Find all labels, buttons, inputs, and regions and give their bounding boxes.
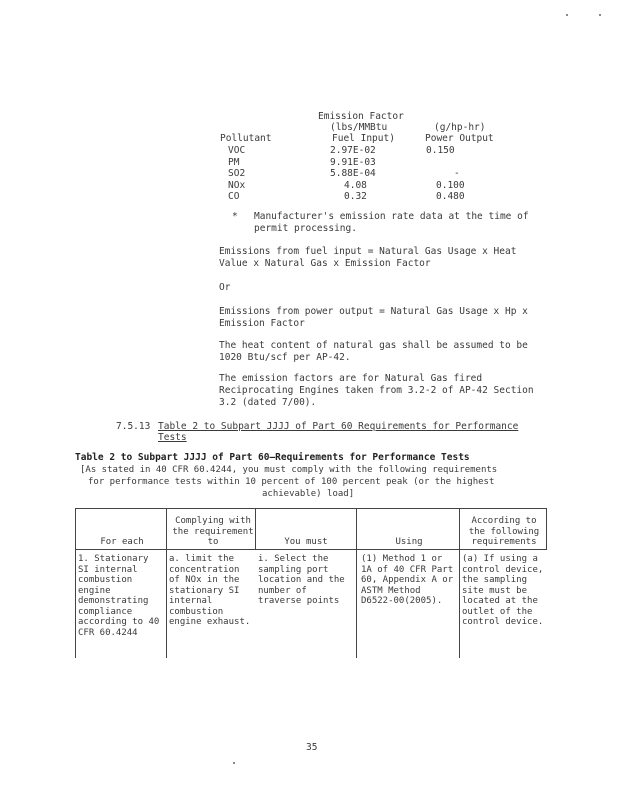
cell-you-must: i. Select the sampling port location and the number of traverse points [258, 554, 345, 606]
table-divider [459, 508, 460, 658]
cell-complying: a. limit the concentration of NOx in the stationary SI internal combustion engine exhaust. [169, 554, 251, 627]
emission-table-header-output-2: Power Output [425, 133, 494, 144]
emission-row-so2 [218, 168, 528, 180]
requirements-table [75, 508, 547, 658]
header-according: According to the following requirements [468, 516, 540, 547]
emission-row-co [218, 191, 528, 203]
scan-speck [233, 762, 235, 764]
output-cell: 0.480 [436, 191, 465, 202]
note-text: Manufacturer's emission rate data at the time of permit processing. [254, 211, 529, 234]
factor-cell: 0.32 [344, 191, 367, 202]
factors-source-text: The emission factors are for Natural Gas fired Reciprocating Engines taken from 3.2-2 of AP-42 Section 3.2 (dated 7/00). [219, 373, 534, 408]
factor-cell: 9.91E-03 [330, 157, 376, 168]
output-cell: 0.100 [436, 180, 465, 191]
header-complying: Complying with the requirement to [172, 516, 254, 547]
cell-according: (a) If using a control device, the sampling site must be located at the outlet of the control device. [462, 554, 544, 627]
pollutant-cell: SO2 [228, 168, 246, 179]
pollutant-cell: CO [228, 191, 240, 202]
factor-cell: 2.97E-02 [330, 145, 376, 156]
emission-table-header-factor-2: (lbs/MMBtu [330, 122, 388, 133]
emission-table-header-factor-3: Fuel Input) [332, 133, 395, 144]
table2-intro-line1: [As stated in 40 CFR 60.4244, you must comply with the following requirements [80, 465, 498, 475]
section-title-line1: Table 2 to Subpart JJJJ of Part 60 Requirements for Performance [158, 421, 519, 432]
output-cell: 0.150 [426, 145, 455, 156]
table-border-right [546, 508, 547, 549]
pollutant-cell: NOx [228, 180, 246, 191]
cell-using: (1) Method 1 or 1A of 40 CFR Part 60, Appendix A or ASTM Method D6522-00(2005). [361, 554, 454, 606]
page-number: 35 [306, 742, 318, 753]
or-text: Or [219, 282, 231, 293]
table-header-rule [75, 549, 547, 550]
emission-table-header-pollutant: Pollutant [220, 133, 272, 144]
pollutant-cell: PM [228, 157, 240, 168]
note-marker: * [232, 211, 238, 222]
emission-table-header-output-1: (g/hp-hr) [434, 122, 486, 133]
factor-cell: 5.88E-04 [330, 168, 376, 179]
output-cell: - [454, 168, 460, 179]
header-you-must: You must [284, 537, 328, 547]
header-for-each: For each [100, 537, 144, 547]
table-top-rule [75, 508, 547, 509]
table-border-left [75, 508, 76, 658]
table2-intro-line2: for performance tests within 10 percent of 100 percent peak (or the highest [88, 477, 495, 487]
power-output-formula: Emissions from power output = Natural Gas Usage x Hp x Emission Factor [219, 306, 528, 329]
table2-intro-line3: achievable) load] [262, 489, 355, 499]
emission-table-header-factor-1: Emission Factor [318, 111, 404, 122]
section-title-line2: Tests [158, 432, 187, 443]
emission-row-voc [218, 145, 528, 157]
table-divider [166, 508, 167, 658]
header-using: Using [395, 537, 423, 547]
fuel-input-formula: Emissions from fuel input = Natural Gas Usage x Heat Value x Natural Gas x Emission Factor [219, 246, 517, 269]
cell-for-each: 1. Stationary SI internal combustion engine demonstrating compliance according to 40 CFR 60.4244 [78, 554, 160, 638]
factor-cell: 4.08 [344, 180, 367, 191]
scan-speck [566, 14, 568, 16]
table2-title: Table 2 to Subpart JJJJ of Part 60—Requirements for Performance Tests [75, 452, 470, 463]
scan-speck [599, 14, 601, 16]
heat-content-text: The heat content of natural gas shall be assumed to be 1020 Btu/scf per AP-42. [219, 340, 528, 363]
pollutant-cell: VOC [228, 145, 246, 156]
section-number: 7.5.13 [116, 421, 151, 432]
table-divider [356, 508, 357, 658]
